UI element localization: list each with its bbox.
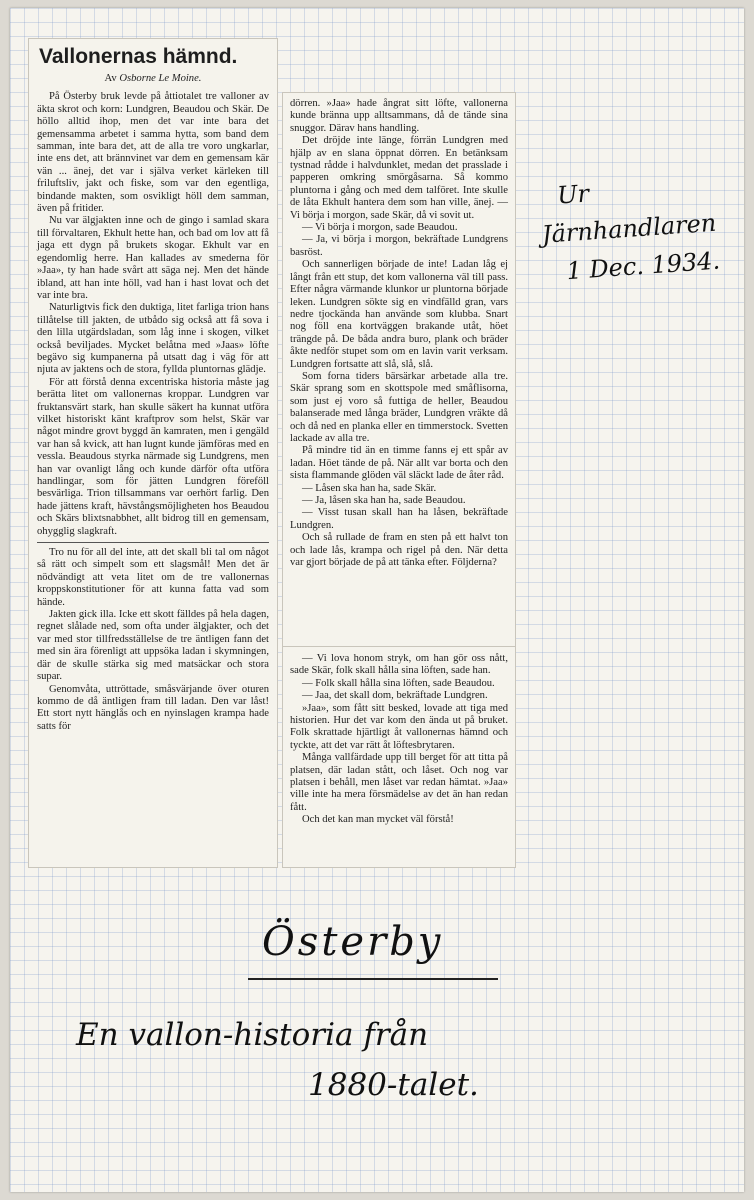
article-paragraph: Genomvåta, uttröttade, småsvärjande över oturen kommo de då äntligen fram till ladan. Den var låst! Ett stort nytt hänglås och en nyinslagen krampa hade satts för [37,683,269,732]
article-paragraph: dörren. »Jaa» hade ångrat sitt löfte, vallonerna kunde bränna upp alltsammans, då de tände sina snuggor. Därav hans handling. [290,98,508,134]
article-paragraph: Jakten gick illa. Icke ett skott fälldes på hela dagen, regnet slålade ned, som ofta under älgjakter, och det var med stor tillfredsställelse de tre äntligen fann det med sin ära förenligt att uppsöka ladan i skymningen, där de skulle stärka sig med matsäckar och stora supar. [37,609,269,683]
article-title: Vallonernas hämnd. [39,45,238,68]
column-divider-rule [37,542,269,543]
article-paragraph: — Visst tusan skall han ha låsen, bekräftade Lundgren. [290,507,508,531]
article-paragraph: På mindre tid än en timme fanns ej ett spår av ladan. Höet tände de på. När allt var borta och den sista flammande glöden väl släckt lade de åter råd. [290,445,508,482]
article-paragraph: Som forna tiders bärsärkar arbetade alla tre. Skär sprang som en skottspole med småflisorna, som just ej voro så futtiga de heller, Beaudou balanserade med långa bräder, Lundgren vräkte då och då ned en planka eller en timmerstock. Svetten lackade av alla tre. [290,370,508,444]
article-paragraph: För att förstå denna excentriska historia måste jag berätta litet om vallonernas kroppar. Lundgren var fruktansvärt stark, han skulle säkert ha kunnat utföra vilket historiskt känt kraftprov som helst, Skär var något mindre grovt byggd än kamraten, men i gengäld var han så kvick, att han lugnt kunde jämföras med en vessla. Beaudous styrka närmade sig Lundgrens, men han var ovanligt lång och kunde därför ofta utföra handlingar, som för jätten Lundgren föreföll besvärliga. Trion tillsammans var oerhört farlig. Den hade jättens kraft, hävstångsmöjligheten hos Beaudou och Skärs blixtsnabbhet, allt bidrog till en gemensam, ohygglig slagkraft. [37,376,269,537]
article-paragraph: — Vi börja i morgon, sade Beaudou. [302,222,458,234]
article-paragraph: Naturligtvis fick den duktiga, litet farliga trion hans tillåtelse till jakten, de utbådo sig också att få sova i den lilla utgärdsladan, som låg inne i skogen, vilket också beviljades. Mycket belåtna med »Jaas» löfte begävo sig kumpanerna på utsatt dag i väg för att njuta av jaktens och de stora, fyllda pluntornas glädje. [37,302,269,376]
handwritten-place-name: Österby [262,919,444,965]
article-paragraph: Tro nu för all del inte, att det skall bli tal om något så rätt och simpelt som ett slagsmål! Men det är nödvändigt att veta litet om de tre vallonernas kroppskonstitutioner för att kunna fatta vad som hände. [37,547,269,608]
caption-line-1: En vallon-historia från [76,1017,429,1053]
article-author: Osborne Le Moine. [119,73,202,84]
article-paragraph: — Ja, vi börja i morgon, bekräftade Lundgrens basröst. [290,234,508,258]
article-paragraph: — Folk skall hålla sina löften, sade Beaudou. [302,677,495,689]
handwritten-caption [76,1010,716,1110]
source-line-date: 1 Dec. 1934. [565,246,721,286]
column1-top-text [37,91,269,538]
article-paragraph: — Jaa, det skall dom, bekräftade Lundgren. [302,690,488,702]
article-paragraph: Nu var älgjakten inne och de gingo i samlad skara till förvaltaren, Ekhult hette han, och bad om lov att få jaga ett dygn på brukets skogar. Ekhult var en egendomlig herre. Han kallades av smederna för »Jaa», ty han hade svårt att säga nej. Men det hände ibland, att han inte höll, vad han i hast lovat och det var inte bra. [37,215,269,301]
article-paragraph: Och så rullade de fram en sten på ett halvt ton och lade lås, krampa och rigel på den. När detta var gjort började de på att tänka efter. Följderna? [290,532,508,569]
clipping-middle-column-top [282,92,516,648]
source-line-ur: Ur [556,179,590,210]
column2-bottom-text [290,653,508,827]
article-paragraph: Och sannerligen började de inte! Ladan låg ej långt från ett stup, det kom vallonerna väl till pass. Efter några värmande klunkor ur pluntorna började leken. Lundgren sökte sig en vindfälld gran, vars nedre tjockända han använde som klubba. Snart nog föll ena kortväggen brakande utåt, höet trängde på. De båda andra buro, plank och bräder åkte nedför stupet som om en lavin varit verksam. Lundgren fortsatte att slå, slå, slå. [290,259,508,370]
article-paragraph: — Låsen ska han ha, sade Skär. [302,482,437,494]
caption-line-2: 1880-talet. [308,1067,479,1103]
article-paragraph: — Ja, låsen ska han ha, sade Beaudou. [302,495,466,506]
article-paragraph: Många vallfärdade upp till berget för att titta på platsen, där ladan stått, och låset. Och nog var platsen i behåll, men låset var redan hämtat. »Jaa» ville inte ha mera försmädelse av det än han redan fått. [290,752,508,813]
article-paragraph: »Jaa», som fått sitt besked, lovade att tiga med historien. Hur det var kom den ända ut på bruket. Folk skrattade hjärtligt åt vallonernas hämnd och tyckte, att det var rätt åt löftesbrytaren. [290,702,508,751]
handwritten-source-note [538,164,745,292]
place-underline [248,978,498,980]
column1-bottom-text [37,547,269,733]
graph-paper-sheet [10,8,744,1192]
article-byline [37,73,269,85]
article-paragraph: Och det kan man mycket väl förstå! [302,814,454,826]
clipping-middle-column-bottom [282,646,516,868]
article-paragraph: På Österby bruk levde på åttiotalet tre valloner av äkta skrot och korn: Lundgren, Beaudou och Skär. De höllo alltid ihop, men det var inte bara det gemensamma arbetet i samma hytta, som band dem samman, inte bara det, att de alla tre voro ungkarlar, inte ens det, att brännvinet var dem en gemensam kär vän ... änej, det var i själva verket kärleken till friluftsliv, jakt och fiske, som var den egentliga, bindande makten, som osvikligt höll dem samman, även på fritider. [37,91,269,215]
source-line-publication: Järnhandlaren [540,208,718,249]
article-paragraph: — Vi lova honom stryk, om han gör oss nått, sade Skär, folk skall hålla sina löften, sade han. [290,653,508,677]
article-paragraph: Det dröjde inte länge, förrän Lundgren med hjälp av en slana öppnat dörren. En betänksam tystnad rådde i halvdunklet, medan det prasslade i papperen omkring smörgåsarna. Så kommo pluntorna i gång och med dem talföret. Inte skulle de låta Ekhult hantera dem som han ville, änej. — Vi börja i morgon, sade Skär, då vi sovit ut. [290,135,508,221]
column2-top-text [290,98,508,569]
clipping-left-column [28,38,278,868]
byline-prefix: Av [104,73,117,84]
